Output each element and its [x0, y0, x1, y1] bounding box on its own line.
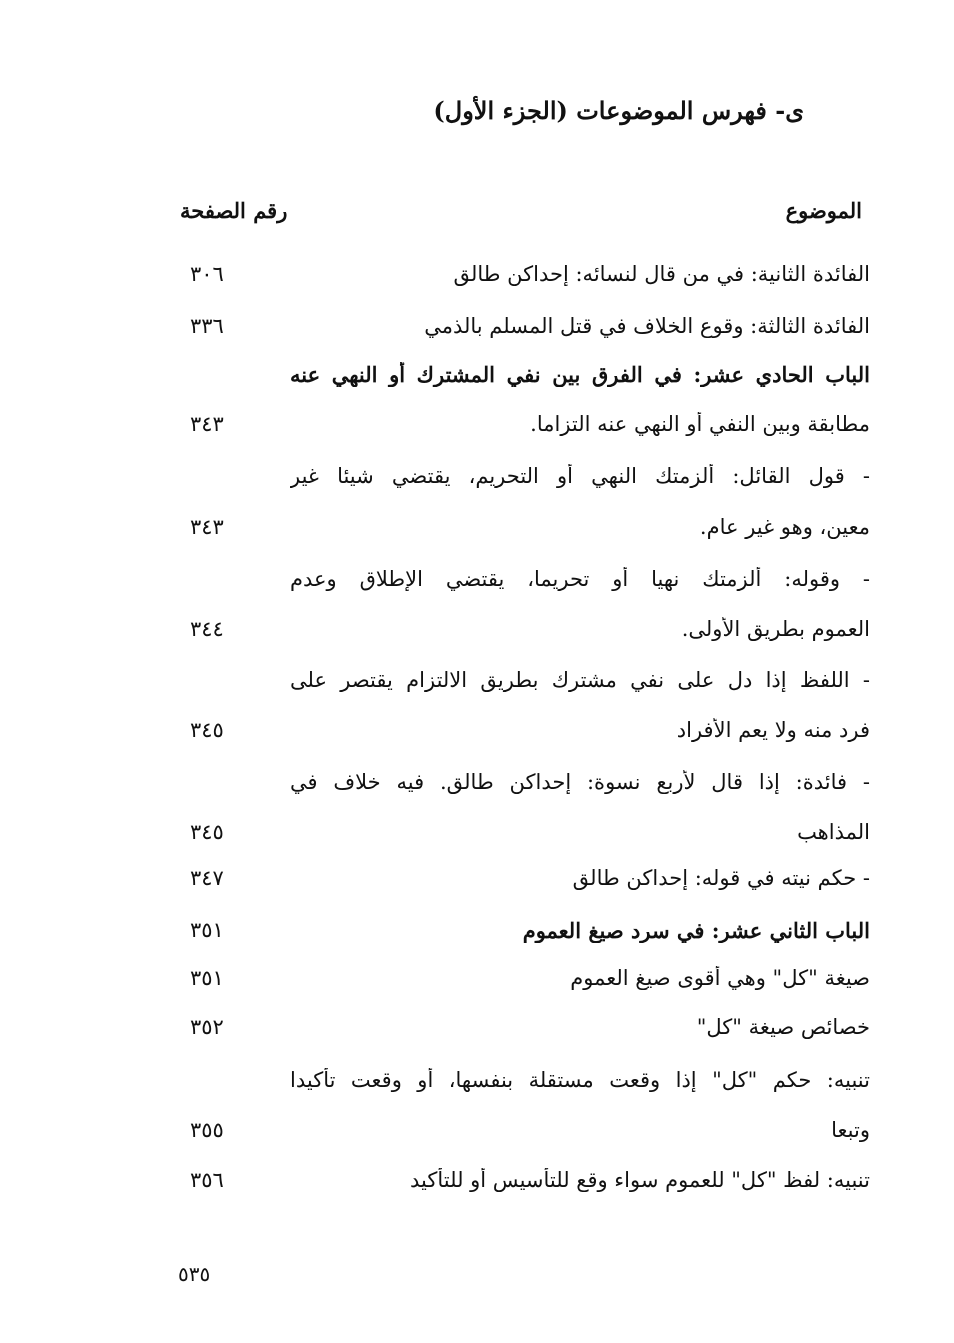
index-entry-line [180, 770, 870, 806]
entry-topic-line-2: معين، وهو غير عام. [699, 515, 870, 539]
entry-topic: الفائدة الثانية: في من قال لنسائه: إحداكن طالق [453, 262, 870, 286]
entry-page-number: ٣٣٦ [190, 314, 224, 338]
entry-topic-line-1: تنبيه: حكم "كل" إذا وقعت مستقلة بنفسها، أو وقعت تأكيدا [290, 1068, 870, 1092]
entry-topic: - حكم نيته في قوله: إحداكن طالق [572, 866, 870, 890]
index-entry-line [180, 1068, 870, 1104]
entry-page-number: ٣٤٤ [190, 617, 224, 641]
page-title: ى- فهرس الموضوعات (الجزء الأول) [433, 96, 804, 125]
index-entry-line [180, 718, 870, 754]
index-entry [180, 966, 870, 1002]
index-entry [180, 262, 870, 298]
index-entry-line [180, 820, 870, 856]
entry-topic-line-1: - قول القائل: ألزمتك النهي أو التحريم، يقتضي شيئا غير [290, 464, 870, 488]
entry-topic-line-2: مطابقة وبين النفي أو النهي عنه التزاما. [530, 412, 870, 436]
entry-page-number: ٣٤٥ [190, 718, 224, 742]
entry-page-number: ٣٥٥ [190, 1118, 224, 1142]
entry-page-number: ٣٤٣ [190, 515, 224, 539]
index-entry-line [180, 668, 870, 704]
entry-topic-line-1: الباب الحادي عشر: في الفرق بين نفي المشترك أو النهي عنه [290, 362, 870, 387]
entry-topic-line-2: فرد منه ولا يعم الأفراد [676, 718, 870, 742]
entry-topic: صيغة "كل" وهي أقوى صيغ العموم [570, 966, 870, 990]
entry-topic: تنبيه: لفظ "كل" للعموم سواء وقع للتأسيس أو للتأكيد [410, 1168, 870, 1192]
entry-page-number: ٣٤٥ [190, 820, 224, 844]
entry-topic: الباب الثاني عشر: في سرد صيغ العموم [522, 918, 870, 943]
entry-page-number: ٣٥١ [190, 966, 224, 990]
entry-page-number: ٣٤٣ [190, 412, 224, 436]
index-entry [180, 866, 870, 902]
index-entry [180, 314, 870, 350]
index-entry-line [180, 617, 870, 653]
index-entry-line [180, 412, 870, 448]
page-column-header: رقم الصفحة [180, 198, 288, 223]
index-entry [180, 1168, 870, 1204]
index-entry-line [180, 464, 870, 500]
entry-page-number: ٣٥٦ [190, 1168, 224, 1192]
entry-topic-line-2: العموم بطريق الأولى. [681, 617, 870, 641]
footer-page-number: ٥٣٥ [178, 1262, 211, 1286]
entry-topic-line-2: المذاهب [797, 820, 870, 844]
entry-topic-line-1: - فائدة: إذا قال لأربع نسوة: إحداكن طالق. فيه خلاف في [290, 770, 870, 794]
entry-page-number: ٣٤٧ [190, 866, 224, 890]
entry-topic: الفائدة الثالثة: وقوع الخلاف في قتل المسلم بالذمي [424, 314, 870, 338]
entry-page-number: ٣٥١ [190, 918, 224, 942]
index-entry [180, 918, 870, 954]
index-entry-line [180, 1118, 870, 1154]
entry-page-number: ٣٥٢ [190, 1015, 224, 1039]
entry-page-number: ٣٠٦ [190, 262, 224, 286]
topic-column-header: الموضوع [785, 198, 862, 223]
entry-topic-line-1: - وقوله: ألزمتك نهيا أو تحريما، يقتضي الإطلاق وعدم [290, 567, 870, 591]
entry-topic-line-1: - اللفظ إذا دل على نفي مشترك بطريق الالتزام يقتصر على [290, 668, 870, 692]
index-entry [180, 1015, 870, 1051]
entry-topic: خصائص صيغة "كل" [696, 1015, 870, 1039]
index-entry-line [180, 362, 870, 398]
index-entry-line [180, 515, 870, 551]
entry-topic-line-2: وتبعا [831, 1118, 870, 1142]
index-entry-line [180, 567, 870, 603]
